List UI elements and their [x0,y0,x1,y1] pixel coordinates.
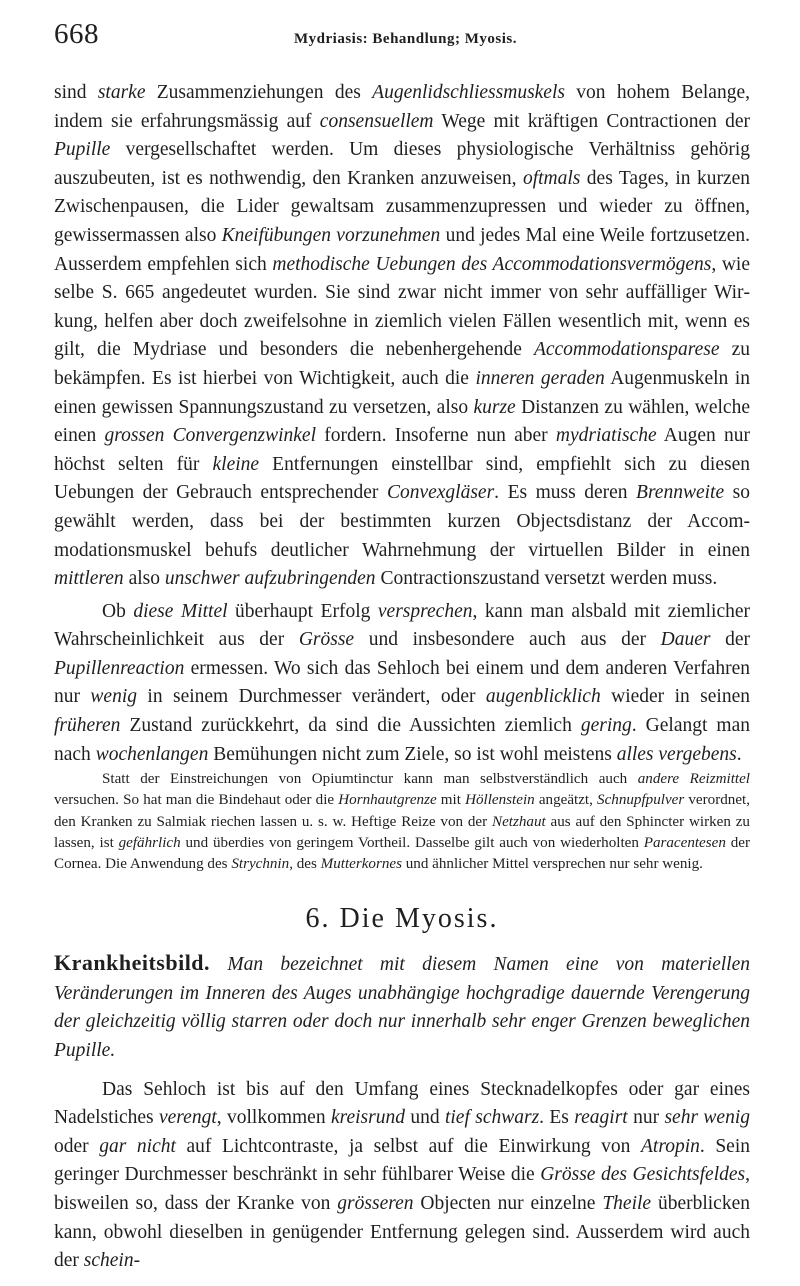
text-run: , wie selbe S. 665 angedeutet wurden. Sie sind zwar nicht immer von sehr auffälliger Wirkung, helfen aber doch zweifelsohne in ziemlich vielen Fällen wesentlich mit, wenn es gilt, die Mydriase und besonders die nebenhergehende [54,253,750,361]
italic-emphasis: diese Mittel [133,600,228,622]
text-run: und insbesondere auch aus der [354,629,661,651]
text-run: auf Lichtcontraste, ja selbst auf die Einwirkung von [175,1135,641,1157]
paragraph-other-remedies-note [54,769,750,875]
text-run: des Tages, in kurzen Zwischenpausen, die Lider gewaltsam zusammenzupressen und wieder zu öffnen, gewissermassen also [54,167,750,246]
italic-emphasis: gering [580,715,632,737]
italic-emphasis: Kneifübungen vorzunehmen [221,224,441,246]
text-run: oder [54,1135,100,1157]
italic-emphasis: gar nicht [99,1135,176,1157]
italic-emphasis: kreisrund [330,1107,405,1129]
italic-emphasis: Mutterkornes [320,856,402,873]
paragraph-success-prognosis [54,598,750,770]
text-run: und überdies von geringem Vortheil. Dasselbe gilt auch von wiederholten [180,834,644,851]
italic-emphasis: Pupille [54,139,111,161]
italic-emphasis: methodische Uebungen des Accommodationsvermögens [272,253,712,275]
text-run [210,954,227,975]
italic-emphasis: Paracentesen [643,834,726,851]
italic-emphasis: verengt [159,1107,217,1129]
text-run: verordnet, den Kranken zu Salmiak riechen lassen u. s. w. Heftige Reize von der [54,792,750,830]
italic-emphasis: Accommodationsparese [533,339,720,361]
text-run: wieder in seinen [600,686,750,708]
text-run: nur [627,1107,665,1129]
italic-emphasis: grossen Convergenzwinkel [104,425,316,447]
italic-emphasis: versprechen [377,600,473,622]
text-run: der [710,629,750,651]
italic-emphasis: früheren [54,715,121,737]
italic-emphasis: Netzhaut [492,813,546,830]
italic-emphasis: Strychnin [231,856,290,873]
text-run: Das Sehloch ist bis auf den Umfang eines Stecknadelkopfes oder gar eines Nadelstiches [54,1078,750,1129]
text-run: also [123,568,165,590]
text-run: angeätzt, [534,792,598,809]
text-run: in seinem Durchmesser verändert, oder [137,686,486,708]
italic-emphasis: Augenlidschliessmuskels [372,82,565,103]
text-run: aus auf den Sphincter wirken zu lassen, ist [54,813,750,851]
text-run: Statt der Einstreichungen von Opiumtinctur kann man selbstverständlich auch [102,771,638,788]
italic-emphasis: mittleren [54,568,124,590]
body-text [54,79,750,1276]
text-run: und jedes Mal eine Weile fortzusetzen. Ausserdem empfehlen sich [54,224,750,275]
italic-emphasis: kleine [212,453,260,475]
text-run: , vollkommen [216,1107,331,1129]
text-run: Entfernungen einstellbar sind, empfiehlt sich zu diesen Uebungen der Gebrauch entsprechender [54,453,750,504]
running-head: Mydriasis: Behandlung; Myosis. [294,31,517,47]
text-run: . Es muss deren [494,482,637,504]
italic-emphasis: Convexgläser [386,482,495,504]
italic-emphasis: sehr wenig [664,1107,750,1129]
text-run: . Sein geringer Durchmesser beschränkt in sehr fühlbarer Weise die [54,1135,750,1186]
text-run: , kann man alsbald mit ziemlicher Wahrscheinlichkeit aus der [54,600,750,651]
text-run: so gewählt werden, dass bei der bestimmten kurzen Objectsdistanz der Accommodationsmuskel behufs deutlicher Wahrnehmung der virtuellen Bilder in einen [54,482,750,561]
italic-emphasis: Grösse [298,629,355,651]
italic-emphasis: Theile [602,1193,652,1215]
bold-run-in-heading: Krankheitsbild. [54,950,211,976]
italic-emphasis: Schnupfpulver [597,792,685,809]
text-run: überhaupt Erfolg [227,600,378,622]
section-heading: 6. Die Myosis. [305,903,499,935]
italic-emphasis: Grösse des Gesichtsfeldes [540,1164,746,1186]
text-run: . [736,743,742,765]
italic-emphasis: andere Reizmittel [637,771,750,788]
italic-emphasis: Brennweite [636,482,725,504]
text-run: Zusammenziehungen des [145,82,373,103]
italic-emphasis: Atropin [641,1135,700,1157]
italic-emphasis: oftmals [522,167,581,189]
italic-emphasis: alles vergebens [616,743,737,765]
text-run: versuchen. So hat man die Bindehaut oder die [54,792,339,809]
text-run: Augen nur höchst selten für [54,425,750,475]
paragraph-accommodation-exercises [54,79,750,594]
paragraph-clinical-picture [54,949,750,1065]
text-run: zu bekämpfen. Es ist hierbei von Wichtigkeit, auch die [54,339,751,389]
italic-emphasis: Dauer [660,629,711,651]
text-run: Distanzen zu wählen, welche einen [54,396,750,447]
italic-emphasis: inneren geraden [475,367,605,389]
text-run: fordern. Insoferne nun aber [315,425,556,447]
page-header [54,18,750,48]
italic-emphasis: reagirt [574,1107,628,1129]
text-run: Zustand zurückkehrt, da sind die Aussichten ziemlich [120,715,581,737]
text-run: und [404,1107,445,1129]
text-run: Ob [102,600,134,622]
text-run: sind [54,82,98,103]
text-run: von hohem Belange, indem sie erfahrungsmässig auf [54,82,750,132]
paragraph-pupil-description [54,1076,750,1276]
text-run: . Es [539,1107,575,1129]
italic-emphasis: augenblicklich [485,686,601,708]
italic-emphasis: mydriatische [555,425,657,447]
text-run: Bemühungen nicht zum Ziele, so ist wohl meistens [208,743,617,765]
text-run: Wege mit kräftigen Contractionen der [433,110,750,132]
italic-emphasis: schein- [83,1250,141,1272]
italic-emphasis: Man bezeichnet mit diesem Namen eine von materiellen Veränderungen im Inneren des Auges unabhängige hochgradige dauernde Verengerung der gleichzeitig völlig starren oder doch nur innerhalb sehr enger Grenzen beweglichen Pupille. [54,954,751,1062]
page-number: 668 [54,18,99,50]
text-run: ermessen. Wo sich das Sehloch bei einem und dem anderen Verfahren nur [54,657,750,708]
italic-emphasis: tief schwarz [444,1107,540,1129]
text-run: der Cornea. Die Anwendung des [54,834,751,873]
text-run: , bisweilen so, dass der Kranke von [54,1164,750,1215]
text-run: Contractionszustand versetzt werden muss. [375,568,718,590]
text-run: vergesellschaftet werden. Um dieses physiologische Verhältniss gehörig auszubeuten, ist es nothwendig, den Kranken anzuweisen, [54,139,750,189]
italic-emphasis: Pupillenreaction [54,657,185,679]
text-run: mit [436,792,466,809]
italic-emphasis: grösseren [337,1193,414,1215]
italic-emphasis: Hornhautgrenze [338,792,437,809]
italic-emphasis: consensuellem [319,110,434,132]
text-run: und ähnlicher Mittel versprechen nur sehr wenig. [401,856,703,873]
italic-emphasis: unschwer aufzubringenden [164,568,376,590]
italic-emphasis: wenig [90,686,137,708]
text-run: , des [289,856,321,873]
text-run: . Gelangt man nach [54,715,750,765]
text-run: Augenmuskeln in einen gewissen Spannungszustand zu versetzen, also [54,367,750,418]
italic-emphasis: starke [97,82,146,103]
text-run: Objecten nur einzelne [413,1193,603,1215]
italic-emphasis: gefährlich [118,834,181,851]
italic-emphasis: wochenlangen [95,743,209,765]
italic-emphasis: Höllenstein [465,792,535,809]
italic-emphasis: kurze [473,396,516,418]
text-run: überblicken kann, obwohl dieselben in genügender Entfernung gelegen sind. Ausserdem wird auch der [54,1193,750,1272]
